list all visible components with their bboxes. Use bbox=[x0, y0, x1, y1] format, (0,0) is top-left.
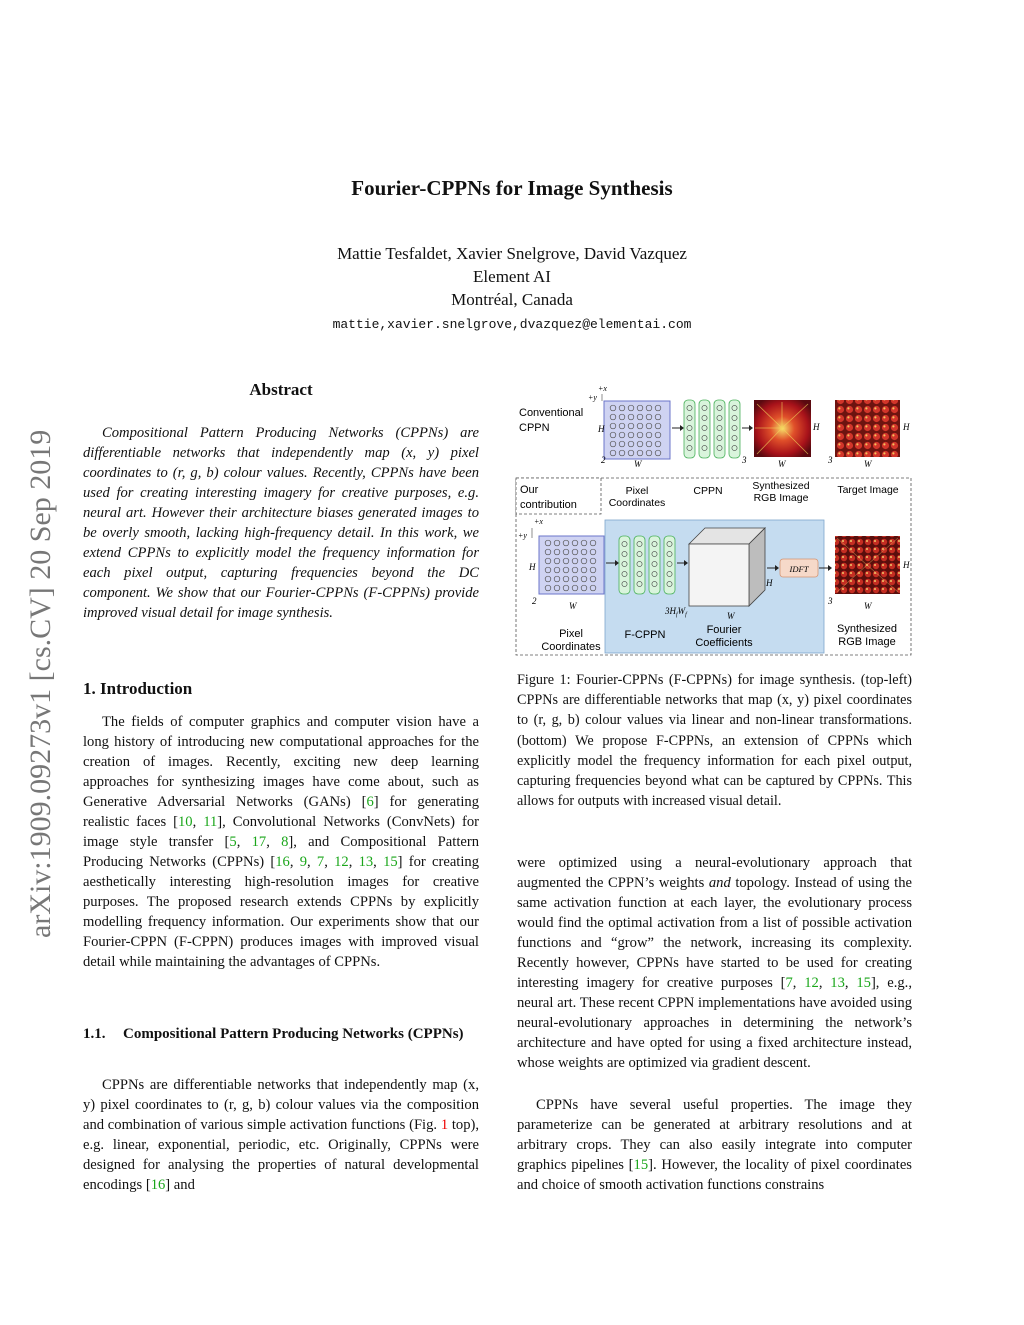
label-cppn-top: CPPN bbox=[519, 422, 550, 434]
label-idft: IDFT bbox=[789, 564, 809, 574]
figure-1 bbox=[512, 378, 917, 656]
cppn-layers-top bbox=[684, 400, 740, 458]
label-fcppn: F-CPPN bbox=[624, 629, 666, 641]
citation[interactable]: 15 bbox=[856, 975, 871, 991]
citation[interactable]: 17 bbox=[251, 834, 267, 850]
citation[interactable]: 11 bbox=[203, 814, 218, 830]
fourier-cube bbox=[689, 528, 765, 606]
right-paragraph-1: were optimized using a neural-evolutionary approach that augmented the CPPN’s weights and topology. Instead of using the same activation function at each layer, the evolutionary process would find the optimal activation from a list of possible activation functions and “grow” the network, increasing its complexity. Recently however, CPPNs have started to be used for creating interesting imagery for creative purposes [7, 12, 13, 15], e.g., neural art. These recent CPPN implementations have avoided using neural-evolutionary approaches in determining the network’s architecture and have opted for using a fixed architecture instead, whose weights are optimized via gradient descent. bbox=[517, 855, 912, 1071]
dim-h-grid-top: H bbox=[598, 424, 605, 434]
label-cppn-mid: CPPN bbox=[693, 485, 723, 497]
subsection-title: Compositional Pattern Producing Networks (CPPNs) bbox=[123, 1026, 464, 1042]
dim-w-synth-top: W bbox=[778, 459, 786, 469]
label-rgb-image-top: RGB Image bbox=[753, 492, 809, 504]
citation[interactable]: 9 bbox=[299, 854, 308, 870]
label-target-image: Target Image bbox=[837, 484, 899, 496]
citation[interactable]: 6 bbox=[366, 794, 374, 810]
dim-w-cube: W bbox=[727, 611, 735, 621]
axis-x-top: +x bbox=[598, 384, 607, 393]
paper-affiliation: Element AI bbox=[473, 267, 551, 286]
paper-title: Fourier-CPPNs for Image Synthesis bbox=[351, 176, 673, 200]
abstract-heading: Abstract bbox=[249, 380, 313, 399]
dim-h-synth-bottom: H bbox=[903, 560, 910, 570]
citation[interactable]: 7 bbox=[785, 975, 793, 991]
citation[interactable]: 15 bbox=[633, 1157, 649, 1173]
label-synthesized-bottom: Synthesized bbox=[837, 623, 897, 635]
label-conventional: Conventional bbox=[519, 407, 584, 419]
arxiv-stamp bbox=[20, 350, 60, 940]
figure-caption: Figure 1: Fourier-CPPNs (F-CPPNs) for image synthesis. (top-left) CPPNs are differentiable networks that map (x, y) pixel coordinates to (r, g, b) colour values via linear and non-linear transformations. (bottom) We propose F-CPPNs, an extension of CPPNs which explicitly model the frequency information for each pixel output, capturing frequencies beyond what can be captured by CPPNs. This allows for outputs with increased visual detail. bbox=[517, 672, 912, 810]
label-pixel-bottom: Pixel bbox=[559, 628, 583, 640]
citation[interactable]: 16 bbox=[275, 854, 290, 870]
cppn-paragraph: CPPNs are differentiable networks that independently map (x, y) pixel coordinates to (r, g, b) colour values via the composition and combination of various simple activation functions (Fig. 1 top), e.g. linear, exponential, periodic, etc. Originally, CPPNs were designed for analysing the properties of natural developmental encodings [16] and bbox=[83, 1077, 480, 1193]
subsection-heading bbox=[83, 1024, 479, 1044]
dim-h-cube: H bbox=[766, 578, 773, 588]
axis-x-bottom: +x bbox=[534, 517, 543, 526]
label-our: Our bbox=[520, 484, 539, 496]
citation[interactable]: 16 bbox=[150, 1177, 166, 1193]
target-image bbox=[835, 400, 900, 457]
dim-3-synth-top: 3 bbox=[742, 455, 747, 465]
dim-3-target: 3 bbox=[828, 455, 833, 465]
dim-3-synth-bottom: 3 bbox=[828, 596, 833, 606]
subsection-number: 1.1. bbox=[83, 1026, 106, 1042]
axis-y-top: +y bbox=[588, 393, 597, 402]
paper-email: mattie,xavier.snelgrove,dvazquez@elementai.com bbox=[332, 317, 692, 332]
citation[interactable]: 12 bbox=[804, 975, 819, 991]
dim-w-synth-bottom: W bbox=[864, 601, 872, 611]
figure-ref[interactable]: 1 bbox=[440, 1117, 449, 1133]
dim-w-grid-top: W bbox=[634, 459, 642, 469]
label-coefficients: Coefficients bbox=[695, 637, 753, 649]
right-paragraph-2: CPPNs have several useful properties. The image they parameterize can be generated at arbitrary resolutions and at arbitrary crops. They can also easily integrate into computer graphics pipelines [15]. However, the locality of pixel coordinates and choice of smooth activation functions constrains bbox=[517, 1097, 912, 1193]
citation[interactable]: 10 bbox=[177, 814, 193, 830]
label-pixel-top: Pixel bbox=[625, 485, 649, 497]
citation[interactable]: 15 bbox=[383, 854, 398, 870]
dim-h-grid-bottom: H bbox=[529, 562, 536, 572]
citation[interactable]: 8 bbox=[281, 834, 289, 850]
dim-3hw: $3H_fW_f$ bbox=[665, 606, 687, 618]
label-contribution: contribution bbox=[520, 499, 577, 511]
label-rgb-image-bottom: RGB Image bbox=[838, 636, 896, 648]
citation[interactable]: 5 bbox=[229, 834, 237, 850]
paper-authors: Mattie Tesfaldet, Xavier Snelgrove, David Vazquez bbox=[337, 244, 687, 263]
axis-y-bottom: +y bbox=[518, 531, 527, 540]
citation[interactable]: 12 bbox=[334, 854, 349, 870]
citation[interactable]: 13 bbox=[358, 854, 374, 870]
label-coordinates-top: Coordinates bbox=[608, 497, 666, 509]
dim-h-target: H bbox=[903, 422, 910, 432]
label-fourier: Fourier bbox=[706, 624, 742, 636]
paper-location: Montréal, Canada bbox=[451, 290, 573, 309]
label-synthesized-top: Synthesized bbox=[752, 480, 810, 492]
arxiv-id: arXiv:1909.09273v1 [cs.CV] 20 Sep 2019 bbox=[24, 429, 57, 938]
dim-w-grid-bottom: W bbox=[569, 601, 577, 611]
dim-w-target: W bbox=[864, 459, 872, 469]
citation[interactable]: 7 bbox=[316, 854, 325, 870]
dim-2-bottom: 2 bbox=[532, 596, 537, 606]
dim-2-top: 2 bbox=[601, 455, 606, 465]
dim-h-synth-top: H bbox=[813, 422, 820, 432]
abstract-text: Compositional Pattern Producing Networks (CPPNs) are differentiable networks that independently map (x, y) pixel coordinates to (r, g, b) colour values. Recently, CPPNs have been used for creating interesting imagery for creative purposes, e.g. neural art. However their architecture biases generated images to be overly smooth, lacking high-frequency detail. In this work, we extend CPPNs to explicitly model the frequency information for each pixel output, capturing frequencies beyond the DC component. We show that our Fourier-CPPNs (F-CPPNs) provide improved visual detail for image synthesis. bbox=[83, 425, 479, 621]
label-coordinates-bottom: Coordinates bbox=[541, 641, 601, 653]
intro-heading: 1. Introduction bbox=[83, 679, 193, 698]
intro-paragraph: The fields of computer graphics and computer vision have a long history of introducing new computational approaches for the creation of images. Recently, exciting new deep learning approaches for synthesizing images have come about, such as Generative Adversarial Networks (GANs) [6] for generating realistic faces [10, 11], Convolutional Networks (ConvNets) for image style transfer [5, 17, 8], and Compositional Pattern Producing Networks (CPPNs) [16, 9, 7, 12, 13, 15] for creating aesthetically interesting high-resolution images for creative purposes. The proposed research extends CPPNs by explicitly modelling frequency information. Our experiments show that our Fourier-CPPN (F-CPPN) produces images with improved visual detail while maintaining the advantages of CPPNs. bbox=[83, 714, 480, 970]
citation[interactable]: 13 bbox=[830, 975, 845, 991]
